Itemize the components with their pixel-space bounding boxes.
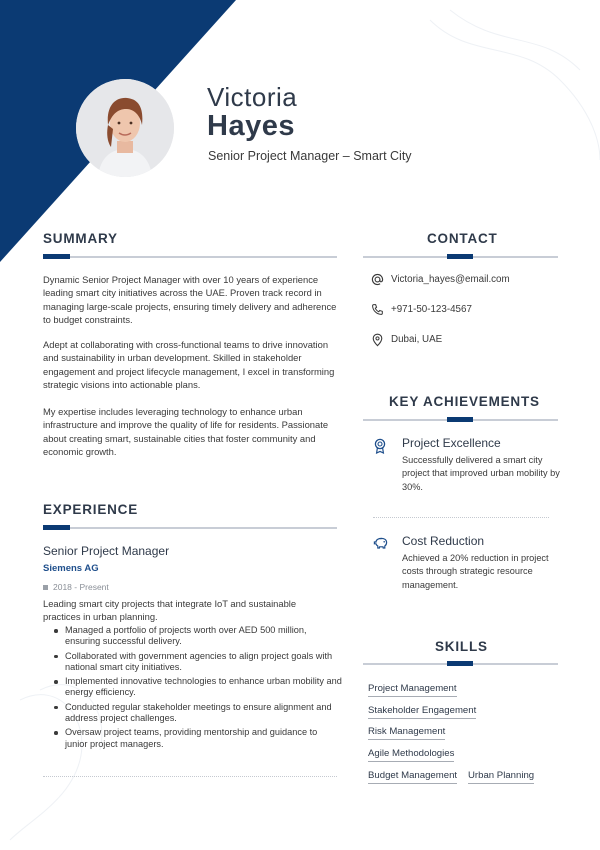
list-item: Oversaw project teams, providing mentorship and guidance to junior project managers.: [52, 727, 342, 749]
skill-tag: Risk Management: [368, 726, 445, 740]
profile-photo: [76, 79, 174, 177]
summary-paragraph: Dynamic Senior Project Manager with over 10 years of experience leading smart city initiatives across the UAE. Proven track record in managing large-scale projects, ensuring timely delivery and adherence to budget constraints.: [43, 274, 337, 326]
achievement-description: Achieved a 20% reduction in project costs through strategic resource management.: [402, 553, 549, 590]
achievement-description: Successfully delivered a smart city project that improved urban mobility by 30%.: [402, 455, 560, 492]
summary-divider: [43, 256, 337, 258]
experience-divider: [43, 527, 337, 529]
job-title: Senior Project Manager: [43, 544, 170, 558]
job-dates: [43, 582, 109, 592]
list-item: Implemented innovative technologies to enhance urban mobility and energy efficiency.: [52, 676, 342, 698]
skill-tag: Urban Planning: [468, 770, 534, 784]
list-item: Conducted regular stakeholder meetings to ensure alignment and address project challenges.: [52, 702, 342, 724]
experience-end-divider: [43, 776, 337, 777]
contact-accent: [447, 254, 473, 259]
list-item: Collaborated with government agencies to align project goals with national smart city initiatives.: [52, 651, 342, 673]
skill-tag: Budget Management: [368, 770, 457, 784]
award-icon: [373, 438, 387, 454]
job-bullets: [52, 625, 342, 753]
date-marker-icon: [43, 585, 48, 590]
skills-accent: [447, 661, 473, 666]
summary-paragraph: My expertise includes leveraging technology to enhance urban infrastructure and improve the quality of life for residents. Passionate about creating smart, sustainable cities that foster community and economic growth.: [43, 406, 329, 458]
achievement-title: Project Excellence: [402, 436, 501, 450]
skills-heading: SKILLS: [435, 639, 488, 654]
contact-heading: CONTACT: [427, 231, 498, 246]
summary-heading: SUMMARY: [43, 231, 118, 246]
achievements-accent: [447, 417, 473, 422]
at-icon: [371, 273, 384, 286]
achievement-separator: [373, 517, 549, 518]
piggy-bank-icon: [373, 537, 389, 550]
summary-paragraph: Adept at collaborating with cross-functional teams to drive innovation and sustainability in urban development. Skilled in stakeholder engagement and project lifecycle management, I excel in transforming strategic visions into actionable plans.: [43, 339, 335, 391]
location-text: Dubai, UAE: [391, 334, 443, 345]
phone-icon: [371, 303, 384, 316]
phone-text: +971-50-123-4567: [391, 304, 472, 315]
skill-tag: Stakeholder Engagement: [368, 705, 476, 719]
experience-accent: [43, 525, 70, 530]
skill-tag: Project Management: [368, 683, 457, 697]
list-item: Managed a portfolio of projects worth over AED 500 million, ensuring successful delivery.: [52, 625, 342, 647]
experience-heading: EXPERIENCE: [43, 502, 139, 517]
job-dates-text: 2018 - Present: [53, 582, 109, 592]
job-headline: Senior Project Manager – Smart City: [208, 149, 412, 163]
location-pin-icon: [371, 333, 384, 347]
job-description: Leading smart city projects that integrate IoT and sustainable practices in urban planning.: [43, 598, 297, 622]
last-name: Hayes: [207, 110, 295, 142]
email-text: Victoria_hayes@email.com: [391, 274, 510, 285]
first-name: Victoria: [207, 82, 298, 112]
achievements-heading: KEY ACHIEVEMENTS: [389, 394, 540, 409]
company-name: Siemens AG: [43, 563, 99, 574]
achievement-title: Cost Reduction: [402, 534, 485, 548]
skill-tag: Agile Methodologies: [368, 748, 454, 762]
summary-accent: [43, 254, 70, 259]
